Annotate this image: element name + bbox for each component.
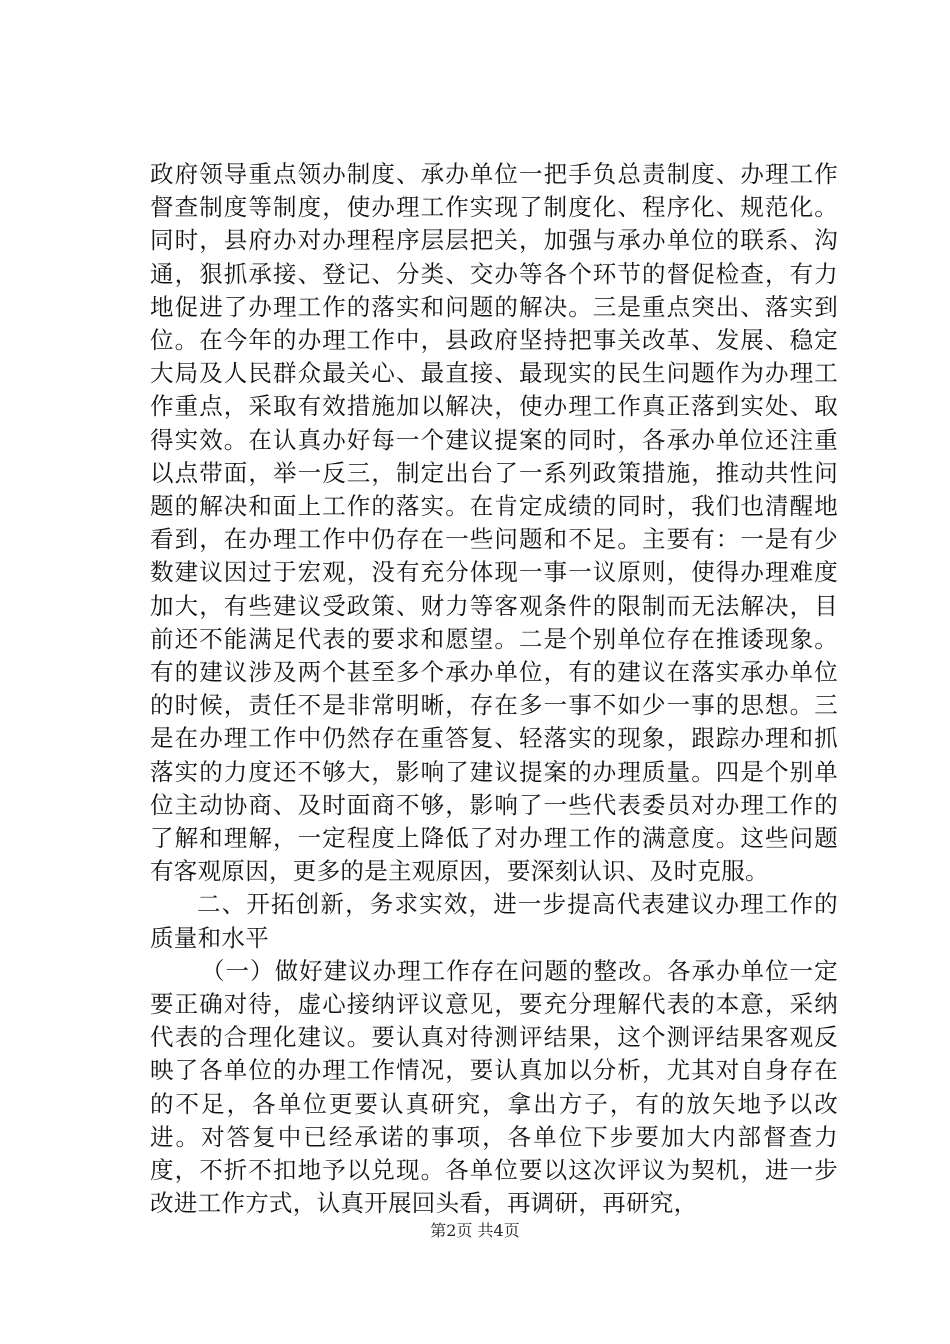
page-footer: 第2页 共4页 (430, 1221, 520, 1240)
subsection-paragraph: （一）做好建议办理工作存在问题的整改。各承办单位一定要正确对待，虚心接纳评议意见，要充分理解代表的本意，采纳代表的合理化建议。要认真对待测评结果，这个测评结果客观反映了各单位的办理工作情况，要认真加以分析，尤其对自身存在的不足，各单位更要认真研究，拿出方子，有的放矢地予以改进。对答复中已经承诺的事项，各单位下步要加大内部督查力度，不折不扣地予以兑现。各单位要以这次评议为契机，进一步改进工作方式，认真开展回头看，再调研，再研究， (150, 956, 838, 1218)
body-paragraph-continued: 政府领导重点领办制度、承办单位一把手负总责制度、办理工作督查制度等制度，使办理工作实现了制度化、程序化、规范化。同时，县府办对办理程序层层把关，加强与承办单位的联系、沟通，狠抓承接、登记、分类、交办等各个环节的督促检查，有力地促进了办理工作的落实和问题的解决。三是重点突出、落实到位。在今年的办理工作中，县政府坚持把事关改革、发展、稳定大局及人民群众最关心、最直接、最现实的民生问题作为办理工作重点，采取有效措施加以解决，使办理工作真正落到实处、取得实效。在认真办好每一个建议提案的同时，各承办单位还注重以点带面，举一反三，制定出台了一系列政策措施，推动共性问题的解决和面上工作的落实。在肯定成绩的同时，我们也清醒地看到，在办理工作中仍存在一些问题和不足。主要有：一是有少数建议因过于宏观，没有充分体现一事一议原则，使得办理难度加大，有些建议受政策、财力等客观条件的限制而无法解决，目前还不能满足代表的要求和愿望。二是个别单位存在推诿现象。有的建议涉及两个甚至多个承办单位，有的建议在落实承办单位的时候，责任不是非常明晰，存在多一事不如少一事的思想。三是在办理工作中仍然存在重答复、轻落实的现象，跟踪办理和抓落实的力度还不够大，影响了建议提案的办理质量。四是个别单位主动协商、及时面商不够，影响了一些代表委员对办理工作的了解和理解，一定程度上降低了对办理工作的满意度。这些问题有客观原因，更多的是主观原因，要深刻认识、及时克服。 (150, 160, 838, 886)
document-body (150, 158, 838, 1221)
section-heading: 二、开拓创新，务求实效，进一步提高代表建议办理工作的质量和水平 (150, 890, 838, 952)
